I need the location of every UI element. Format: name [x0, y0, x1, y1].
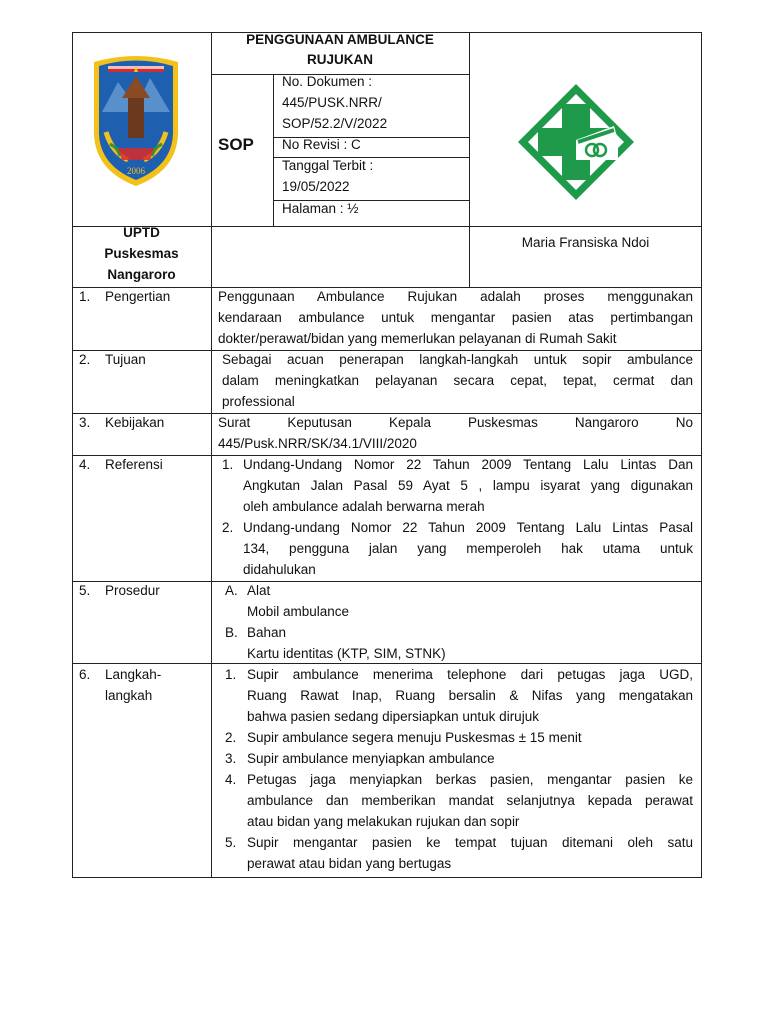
list-number: 2. [225, 730, 237, 745]
doc-title-line1: PENGGUNAAN AMBULANCE [246, 32, 434, 47]
row-label: Pengertian [105, 289, 171, 304]
crest-year: 2006 [127, 166, 145, 176]
revision-number: No Revisi : C [282, 137, 361, 152]
row-label: Prosedur [105, 583, 160, 598]
list-item-line: Petugas jaga menyiapkan berkas pasien, mengantar pasien ke [247, 772, 693, 787]
row-line [72, 581, 702, 582]
row-label: Kebijakan [105, 415, 165, 430]
issue-date-value: 19/05/2022 [282, 179, 350, 194]
body-line: dokter/perawat/bidan yang memerlukan pelayanan di Rumah Sakit [218, 331, 617, 346]
regency-crest-logo [88, 52, 184, 188]
list-item-line: Angkutan Jalan Pasal 59 Ayat 5 , lampu isyarat yang digunakan [243, 478, 693, 493]
list-number: 3. [225, 751, 237, 766]
list-item-line: Undang-undang Nomor 22 Tahun 2009 Tentang Lalu Lintas Pasal [243, 520, 693, 535]
list-heading: Bahan [247, 625, 287, 640]
row-number: 6. [79, 667, 91, 682]
row-number: 4. [79, 457, 91, 472]
issue-date-label: Tanggal Terbit : [282, 158, 374, 173]
sop-divider [273, 74, 274, 226]
row-label: Referensi [105, 457, 163, 472]
body-line: kendaraan ambulance untuk mengantar pasien atas pertimbangan [218, 310, 693, 325]
list-item-line: 134, pengguna jalan yang memperoleh hak utama untuk [243, 541, 693, 556]
list-number: 5. [225, 835, 237, 850]
list-item-line: Supir mengantar pasien ke tempat tujuan ditemani oleh satu [247, 835, 693, 850]
row-label: Langkah- [105, 667, 162, 682]
list-letter: B. [225, 625, 238, 640]
list-item-line: perawat atau bidan yang bertugas [247, 856, 452, 871]
page-number: Halaman : ½ [282, 201, 359, 216]
row-number: 1. [79, 289, 91, 304]
row-number: 5. [79, 583, 91, 598]
list-number: 4. [225, 772, 237, 787]
org-name: Nangaroro [107, 267, 176, 282]
row-number: 3. [79, 415, 91, 430]
list-detail: Mobil ambulance [247, 604, 350, 619]
body-line: Surat Keputusan Kepala Puskesmas Nangaroro No [218, 415, 693, 430]
list-item-line: atau bidan yang melakukan rujukan dan sopir [247, 814, 520, 829]
list-item-line: Ruang Rawat Inap, Ruang bersalin & Nifas yang mengatakan [247, 688, 693, 703]
list-number: 2. [222, 520, 234, 535]
body-line: Penggunaan Ambulance Rujukan adalah proses menggunakan [218, 289, 693, 304]
body-line: professional [222, 394, 295, 409]
list-number: 1. [225, 667, 237, 682]
signer-name: Maria Fransiska Ndoi [521, 235, 650, 250]
list-number: 1. [222, 457, 234, 472]
sop-label: SOP [218, 135, 254, 154]
doc-title-line2: RUJUKAN [306, 52, 373, 67]
list-item-line: oleh ambulance adalah berwarna merah [243, 499, 485, 514]
doc-number-label: No. Dokumen : [282, 74, 373, 89]
list-item-line: ambulance dan memberikan mandat selanjutnya kepada perawat [247, 793, 693, 808]
list-item-line: Undang-Undang Nomor 22 Tahun 2009 Tentang Lalu Lintas Dan [243, 457, 693, 472]
list-detail: Kartu identitas (KTP, SIM, STNK) [247, 646, 446, 661]
org-name: Puskesmas [104, 246, 179, 261]
list-item-line: Supir ambulance segera menuju Puskesmas ± 15 menit [247, 730, 582, 745]
list-item-line: Supir ambulance menerima telephone dari petugas jaga UGD, [247, 667, 693, 682]
doc-number-value: SOP/52.2/V/2022 [282, 116, 388, 131]
row-number: 2. [79, 352, 91, 367]
org-name: UPTD [123, 225, 160, 240]
row-label: Tujuan [105, 352, 146, 367]
body-line: 445/Pusk.NRR/SK/34.1/VIII/2020 [218, 436, 417, 451]
body-line: dalam meningkatkan pelayanan secara cepat, tepat, cermat dan [222, 373, 693, 388]
doc-number-value: 445/PUSK.NRR/ [282, 95, 382, 110]
list-heading: Alat [247, 583, 271, 598]
body-line: Sebagai acuan penerapan langkah-langkah untuk sopir ambulance [222, 352, 693, 367]
list-item-line: Supir ambulance menyiapkan ambulance [247, 751, 495, 766]
puskesmas-logo [514, 80, 638, 204]
row-label: langkah [105, 688, 153, 703]
list-item-line: bahwa pasien sedang dipersiapkan untuk dirujuk [247, 709, 539, 724]
list-item-line: didahulukan [243, 562, 316, 577]
list-letter: A. [225, 583, 238, 598]
